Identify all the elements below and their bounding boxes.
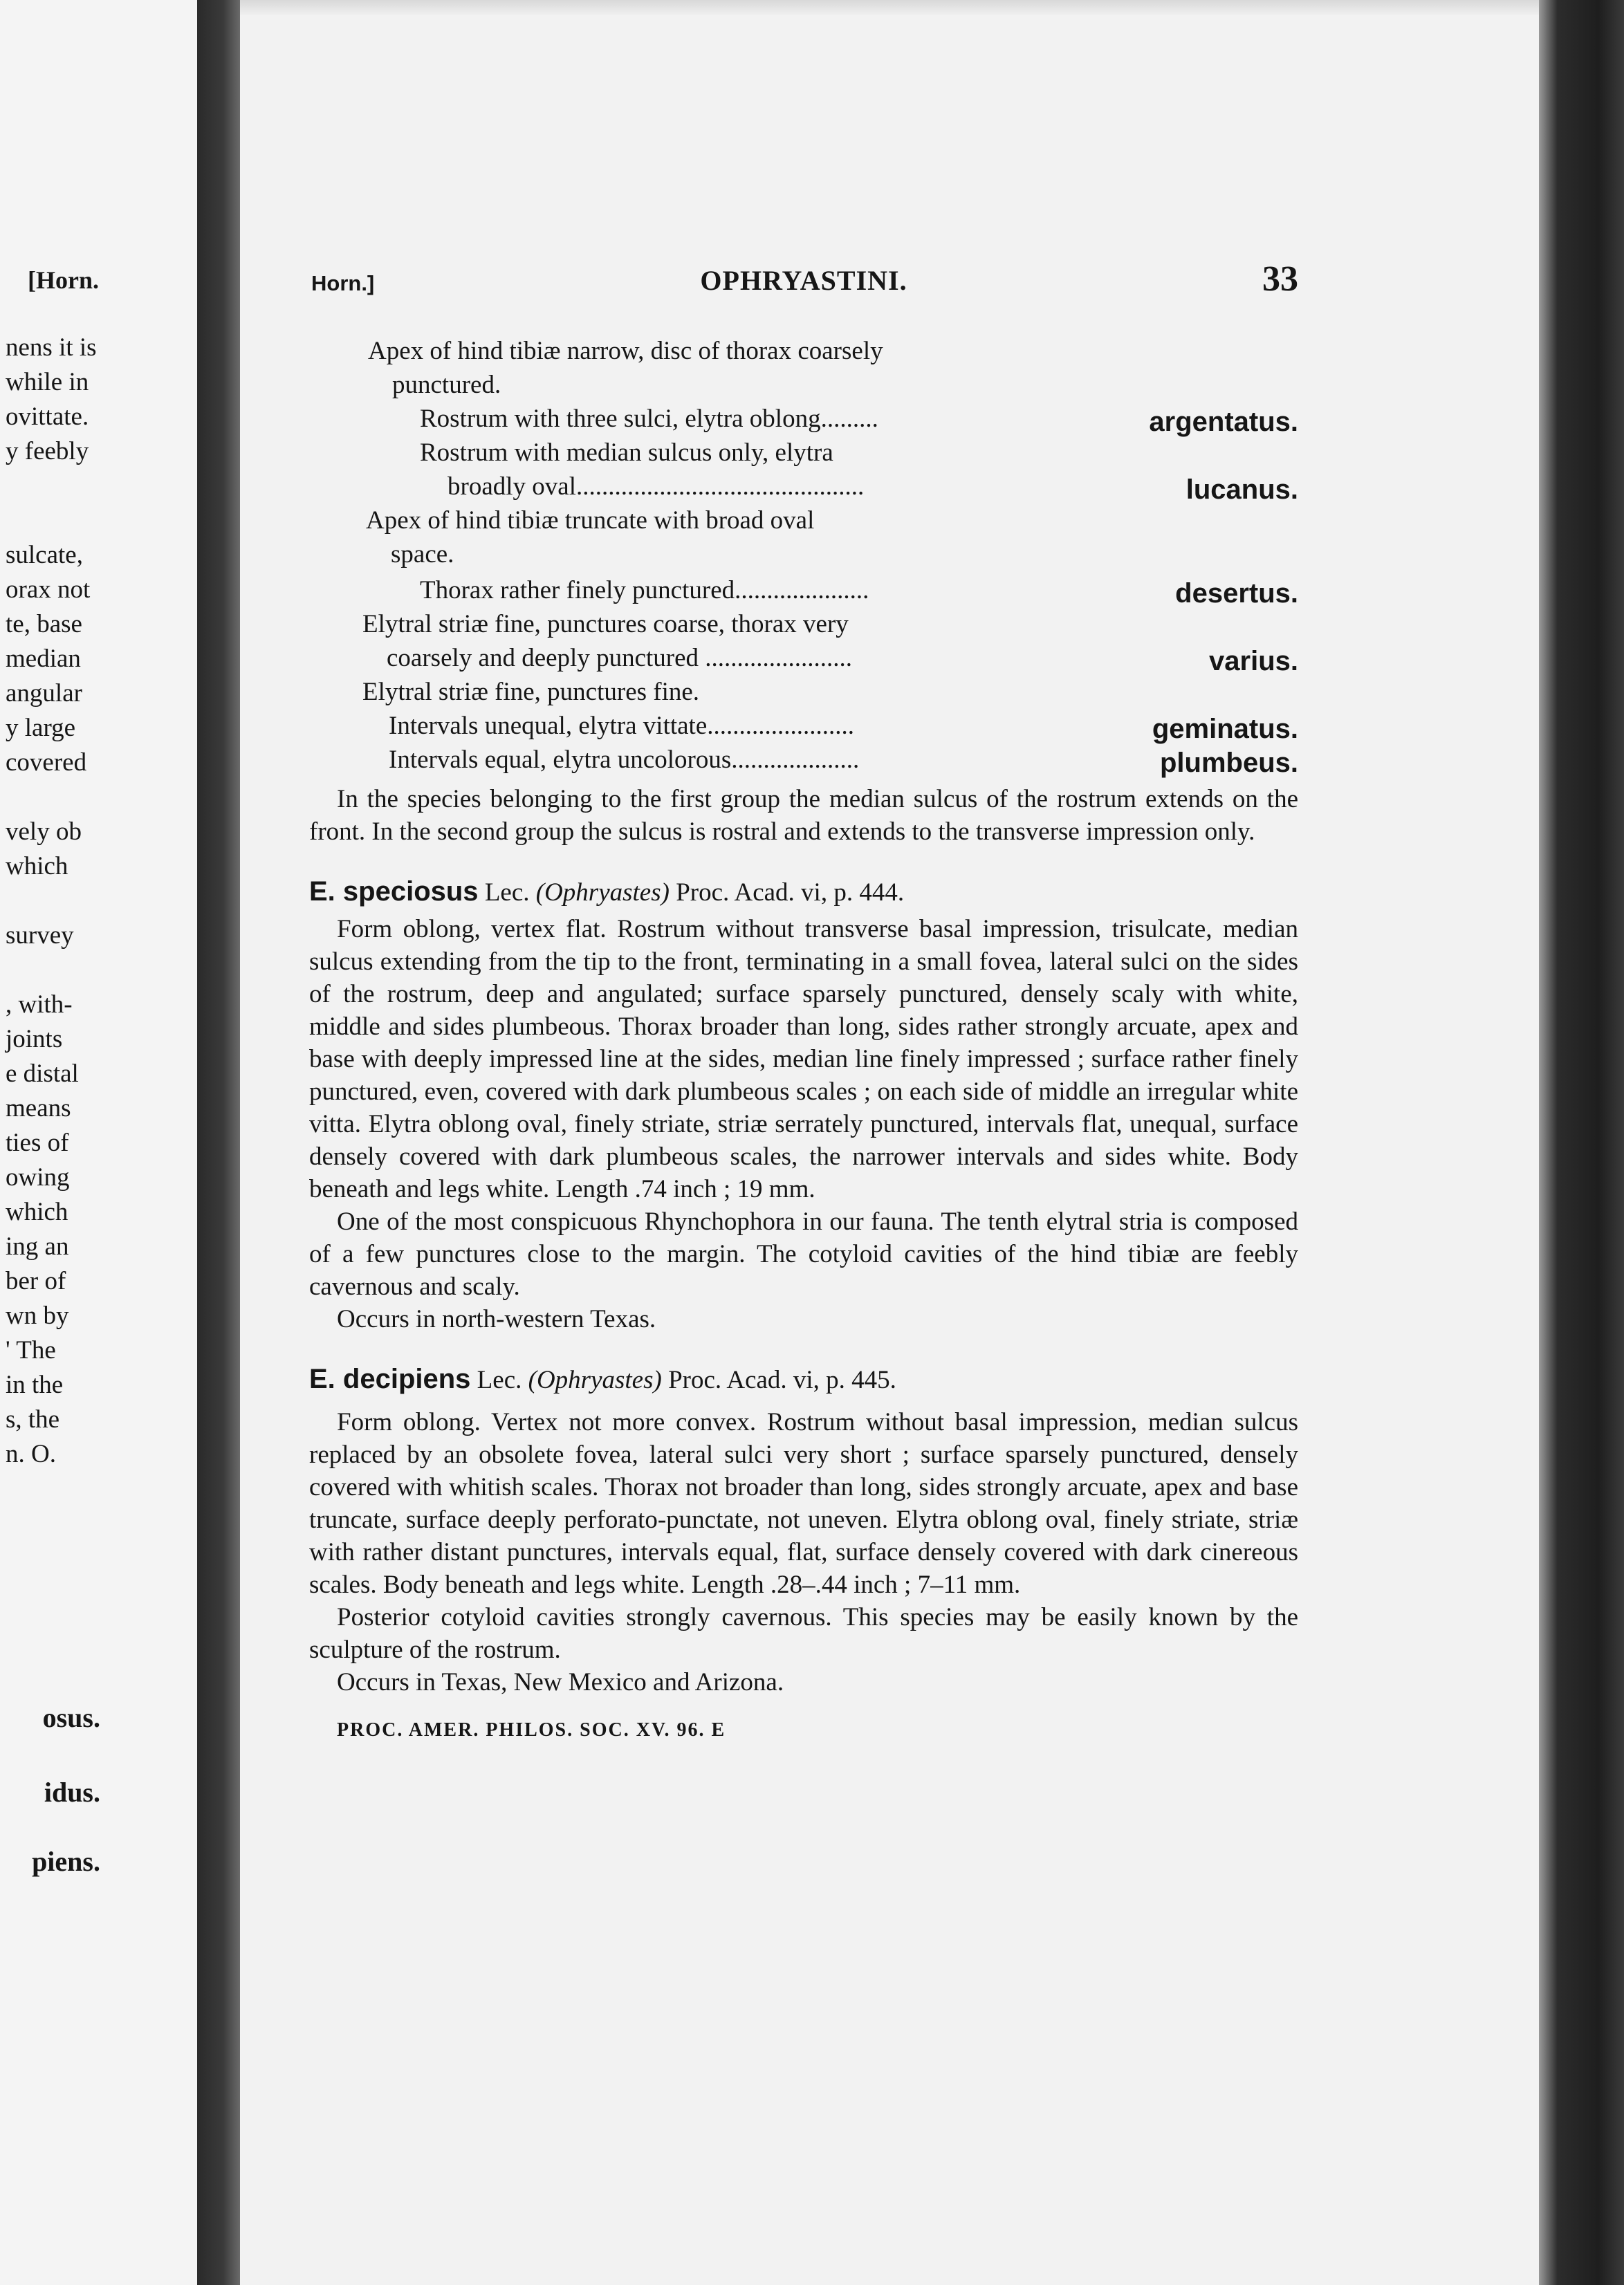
book-gutter: [197, 0, 240, 2285]
key-line: broadly oval............................................. lucanus.: [447, 472, 1298, 505]
facing-page-header: [Horn.: [28, 266, 99, 294]
facing-page-line: in the: [6, 1371, 64, 1399]
key-line: Intervals equal, elytra uncolorous.................... plumbeus.: [389, 746, 1298, 778]
facing-page-line: nens it is: [6, 333, 97, 362]
key-line: Intervals unequal, elytra vittate....................... geminatus.: [389, 712, 1298, 744]
facing-page-line: ties of: [6, 1129, 69, 1157]
page-number: 33: [1262, 259, 1298, 299]
page-edge-shadow: [1539, 0, 1624, 2285]
facing-page-line: joints: [6, 1025, 63, 1053]
running-head-title: OPHRYASTINI.: [700, 265, 907, 296]
key-line: Apex of hind tibiæ truncate with broad oval: [366, 506, 815, 535]
key-line: Rostrum with median sulcus only, elytra: [420, 438, 833, 467]
facing-page-line: which: [6, 1198, 68, 1226]
intro-paragraph: In the species belonging to the first group the median sulcus of the rostrum extends on the front. In the second group the sulcus is rostral and extends to the transverse impression only.: [309, 785, 1298, 846]
key-species-name: varius.: [1209, 646, 1298, 676]
key-line: Apex of hind tibiæ narrow, disc of thorax coarsely: [368, 337, 883, 365]
key-line: punctured.: [392, 371, 501, 399]
species-description: Form oblong, vertex flat. Rostrum without transverse basal impression, trisulcate, median sulcus extending from the tip to the front, terminating in a small fovea, lateral sulci on the sides of the rostrum, deep and angulated; surface sparsely punctured, densely scaly with white, middle and sides plumbeous. Thorax broader than long, sides rather strongly arcuate, apex and base with deeply impressed line at the sides, median line finely impressed ; surface rather finely punctured, even, covered with dark plumbeous scales ; on each side of middle an irregular white vitta. Elytra oblong oval, finely striate, striæ serrately punctured, intervals flat, unequal, surface densely covered with dark plumbeous scales, the narrower intervals and sides white. Body beneath and legs white. Length .74 inch ; 19 mm. One of the most conspicuous Rhynchophora in our fauna. The tenth elytral stria is composed of a few punctures close to the margin. The cotyloid cavities of the hind tibiæ are feebly cavernous and scaly. Occurs in north-western Texas.: [309, 915, 1298, 1333]
key-line: Thorax rather finely punctured..................... desertus.: [420, 576, 1298, 609]
page: [240, 15, 1539, 2285]
facing-page: [0, 0, 197, 2285]
facing-page-line: while in: [6, 368, 89, 396]
facing-page-line: owing: [6, 1163, 70, 1192]
facing-page-line: n. O.: [6, 1440, 56, 1468]
facing-page-line: [0, 953, 197, 988]
facing-page-lines: [0, 331, 197, 1472]
facing-page-line: [0, 503, 197, 538]
facing-page-line: survey: [6, 921, 74, 950]
species-description: Form oblong. Vertex not more convex. Rostrum without basal impression, median sulcus replaced by an obsolete fovea, lateral sulci very short ; surface sparsely punctured, densely covered with whitish scales. Thorax not broader than long, sides strongly arcuate, apex and base truncate, surface deeply perforato-punctate, not uneven. Elytra oblong oval, finely striate, striæ with rather distant punctures, intervals equal, flat, surface densely covered with dark cinereous scales. Body beneath and legs white. Length .28–.44 inch ; 7–11 mm. Posterior cotyloid cavities strongly cavernous. This species may be easily known by the sculpture of the rostrum. Occurs in Texas, New Mexico and Arizona.: [309, 1408, 1298, 1696]
facing-page-line: ' The: [6, 1336, 56, 1364]
species-heading: E. speciosus Lec. (Ophryastes) Proc. Acad. vi, p. 444.: [309, 876, 905, 907]
facing-page-line: ovittate.: [6, 403, 89, 431]
species-name: E. decipiens: [309, 1364, 471, 1394]
key-species-name: argentatus.: [1149, 407, 1298, 437]
species-heading: E. decipiens Lec. (Ophryastes) Proc. Acad. vi, p. 445.: [309, 1364, 896, 1394]
facing-page-line: [0, 780, 197, 815]
facing-page-line: [0, 469, 197, 503]
facing-page-line: angular: [6, 679, 82, 707]
key-line: coarsely and deeply punctured ....................... varius.: [387, 644, 1298, 676]
facing-page-bold-word: piens.: [32, 1846, 100, 1877]
facing-page-line: ing an: [6, 1232, 69, 1261]
facing-page-line: , with-: [6, 990, 73, 1019]
facing-page-line: which: [6, 852, 68, 880]
facing-page-line: y feebly: [6, 437, 89, 465]
facing-page-line: te, base: [6, 610, 82, 638]
key-line: Rostrum with three sulci, elytra oblong......... argentatus.: [420, 405, 1298, 437]
page-top-edge: [240, 0, 1539, 15]
facing-page-line: s, the: [6, 1405, 60, 1434]
facing-page-line: sulcate,: [6, 541, 83, 569]
key-species-name: desertus.: [1175, 578, 1298, 609]
key-line: Elytral striæ fine, punctures coarse, thorax very: [362, 610, 849, 638]
facing-page-line: means: [6, 1094, 71, 1122]
footer-signature: PROC. AMER. PHILOS. SOC. XV. 96. E: [337, 1719, 726, 1741]
key-line: Elytral striæ fine, punctures fine.: [362, 678, 700, 706]
facing-page-bold-word: idus.: [44, 1777, 100, 1808]
facing-page-line: vely ob: [6, 817, 82, 846]
key-species-name: plumbeus.: [1159, 748, 1298, 778]
facing-page-bold-word: osus.: [42, 1702, 100, 1733]
facing-page-line: orax not: [6, 575, 91, 604]
facing-page-line: [0, 884, 197, 918]
facing-page-line: median: [6, 645, 81, 673]
facing-page-line: y large: [6, 714, 76, 742]
running-head: [309, 259, 1298, 300]
facing-page-line: ber of: [6, 1267, 66, 1295]
identification-key: [309, 336, 1298, 1741]
facing-page-line: wn by: [6, 1302, 69, 1330]
facing-page-line: e distal: [6, 1060, 79, 1088]
facing-page-line: covered: [6, 748, 87, 777]
key-line: space.: [391, 540, 454, 568]
key-species-name: lucanus.: [1185, 474, 1298, 505]
key-species-name: geminatus.: [1152, 714, 1298, 744]
running-head-author: Horn.]: [311, 271, 375, 295]
species-name: E. speciosus: [309, 876, 479, 907]
